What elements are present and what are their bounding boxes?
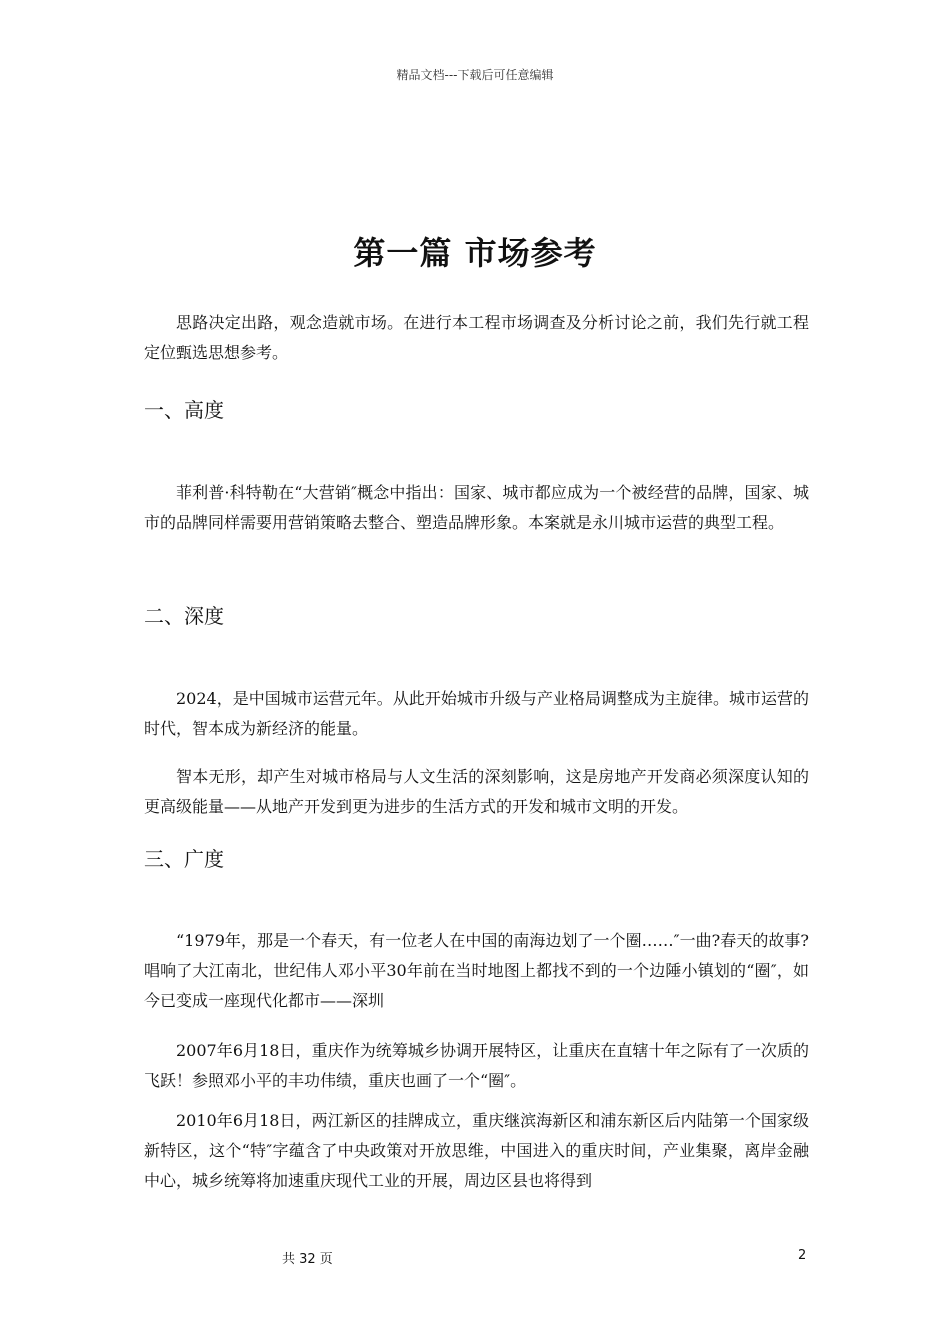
section-breadth-paragraph-2: 2007年6月18日，重庆作为统筹城乡协调开展特区，让重庆在直辖十年之际有了一次质的飞跃！参照邓小平的丰功伟绩，重庆也画了一个“圈″。 [144,1041,809,1090]
page-number: 2 [798,1248,807,1263]
intro-paragraph: 思路决定出路，观念造就市场。在进行本工程市场调查及分析讨论之前，我们先行就工程定位甄选思想参考。 [144,313,809,362]
section-depth-paragraph-2: 智本无形，却产生对城市格局与人文生活的深刻影响，这是房地产开发商必须深度认知的更高级能量——从地产开发到更为进步的生活方式的开发和城市文明的开发。 [144,767,809,816]
section-heading-depth: 二、深度 [144,604,224,628]
page-title: 第一篇 市场参考 [353,234,597,272]
section-depth-paragraph-1: 2024，是中国城市运营元年。从此开始城市升级与产业格局调整成为主旋律。城市运营的时代，智本成为新经济的能量。 [144,689,809,738]
section-breadth-paragraph-3: 2010年6月18日，两江新区的挂牌成立，重庆继滨海新区和浦东新区后内陆第一个国家级新特区，这个“特″字蕴含了中央政策对开放思维，中国进入的重庆时间，产业集聚，离岸金融中心，城乡统筹将加速重庆现代工业的开展，周边区县也将得到 [144,1111,809,1190]
section-heading-breadth: 三、广度 [144,847,224,871]
page-header: 精品文档---下载后可任意编辑 [396,68,554,82]
section-breadth-paragraph-1: “1979年，那是一个春天，有一位老人在中国的南海边划了一个圈……″一曲?春天的故事?唱响了大江南北，世纪伟人邓小平30年前在当时地图上都找不到的一个边陲小镇划的“圈″，如今已变成一座现代化都市——深圳 [144,931,809,1010]
page-count: 共 32 页 [282,1252,333,1267]
section-height-paragraph: 菲利普·科特勒在“大营销″概念中指出：国家、城市都应成为一个被经营的品牌，国家、城市的品牌同样需要用营销策略去整合、塑造品牌形象。本案就是永川城市运营的典型工程。 [144,483,809,532]
section-heading-height: 一、高度 [144,398,224,422]
